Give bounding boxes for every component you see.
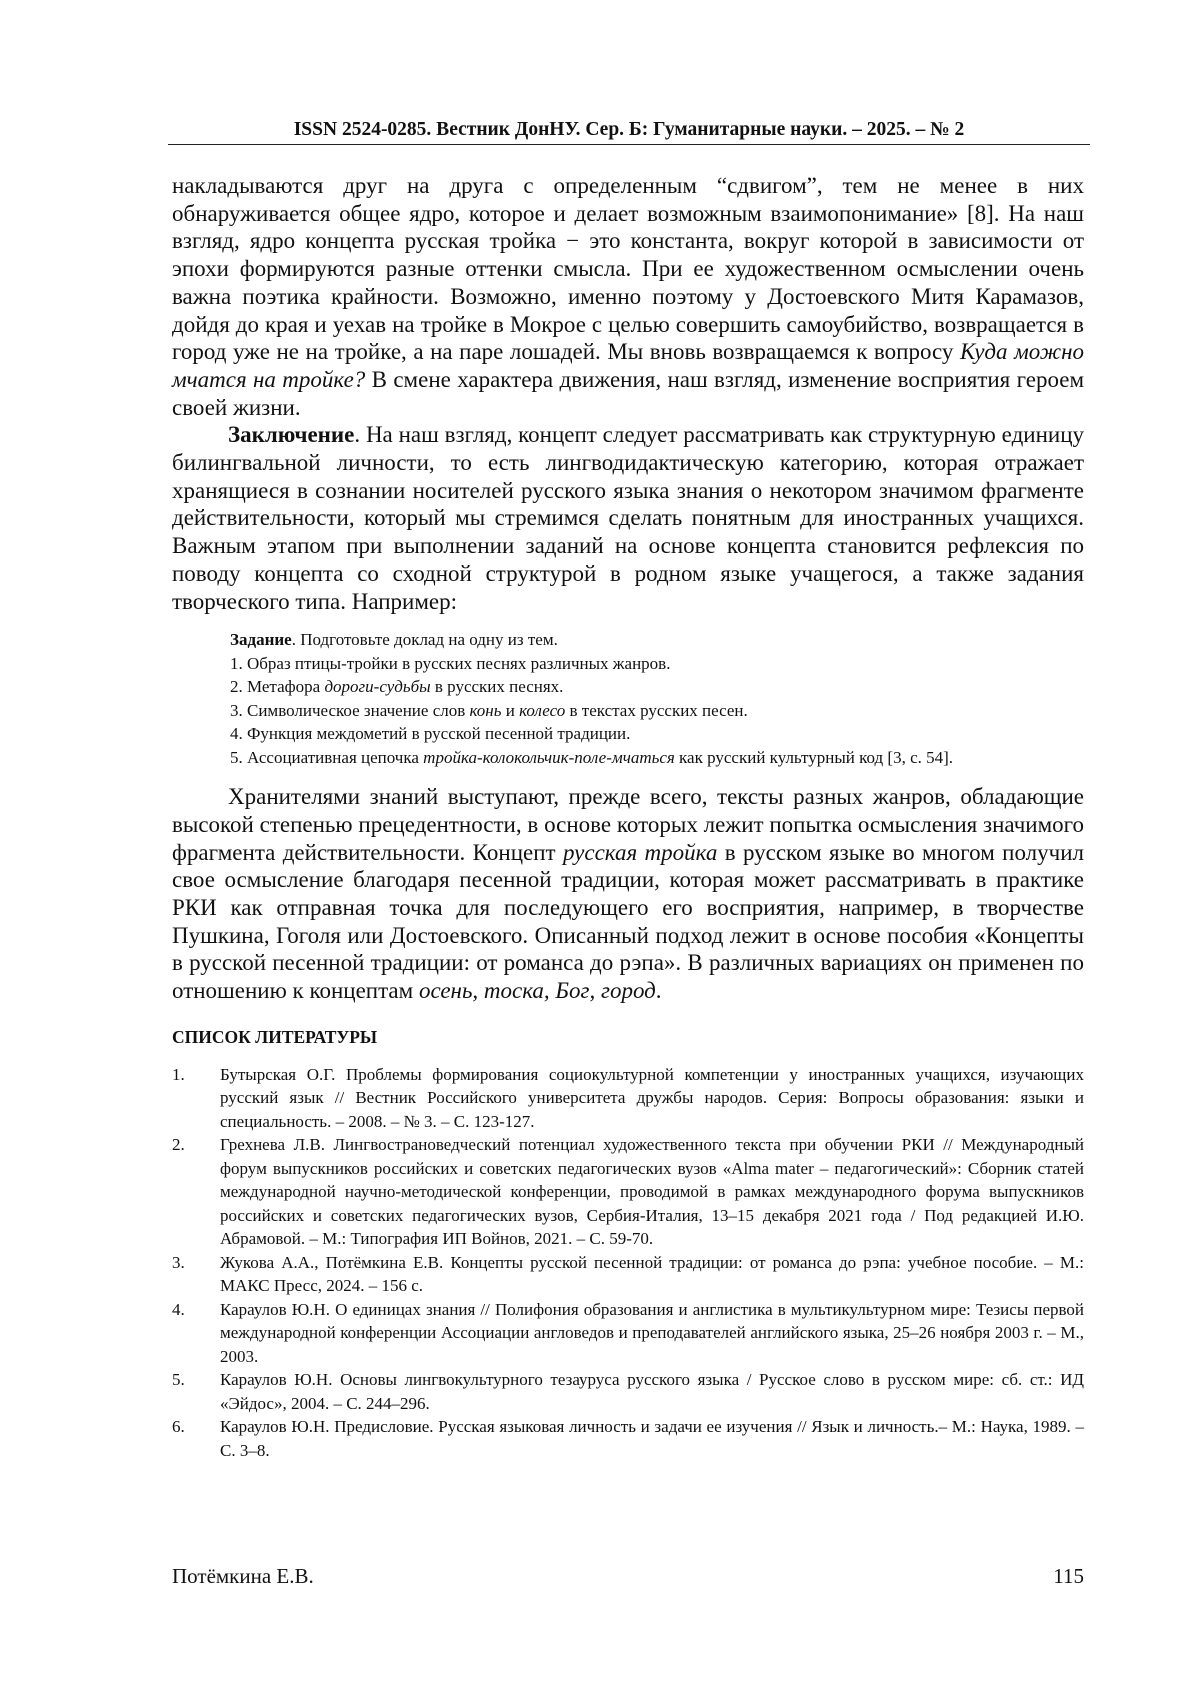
reference-number: 5. xyxy=(172,1370,185,1390)
reference-number: 1. xyxy=(172,1064,185,1084)
text-run: . На наш взгляд, концепт следует рассматривать как структурную единицу билингвальной личности, то есть лингводидактическую категорию, которая отражает хранящиеся в сознании носителей русского языка знания о некотором значимом фрагменте действительности, который мы стремимся сделать понятным для иностранных учащихся. Важным этапом при выполнении заданий на основе концепта становится рефлексия по поводу концепта со сходной структурой в родном языке учащегося, а также задания творческого типа. Например: xyxy=(172,422,1084,614)
reference-text: Бутырская О.Г. Проблемы формирования социокультурной компетенции у иностранных учащихся, изучающих русский язык // Вестник Российского университета дружбы народов. Серия: Вопросы образования: языки и специальность. – 2008. – № 3. – С. 123-127. xyxy=(220,1064,1084,1131)
footer-author: Потёмкина Е.В. xyxy=(172,1564,314,1588)
text-run: накладываются друг на друга с определенным “сдвигом”, тем не менее в них обнаруживается общее ядро, которое и делает возможным взаимопонимание» [8]. На наш взгляд, ядро концепта русская тройка − это константа, вокруг которой в зависимости от эпохи формируются разные оттенки смысла. При ее художественном осмыслении очень важна поэтика крайности. Возможно, именно поэтому у Достоевского Митя Карамазов, дойдя до края и уехав на тройке в Мокрое с целью совершить самоубийство, возвращается в город уже не на тройке, а на паре лошадей. Мы вновь возвращаемся к вопросу xyxy=(172,173,1084,365)
italic-run: тройка-колокольчик-поле-мчаться xyxy=(423,747,675,767)
reference-text: Жукова А.А., Потёмкина Е.В. Концепты русской песенной традиции: от романса до рэпа: учебное пособие. – М.: МАКС Пресс, 2024. – 156 с. xyxy=(220,1252,1084,1296)
text-run: 3. Символическое значение слов xyxy=(230,700,470,720)
header-rule xyxy=(168,144,1090,145)
page-footer xyxy=(172,1563,1084,1589)
reference-number: 6. xyxy=(172,1417,185,1437)
reference-item xyxy=(172,1251,1084,1298)
italic-run: дороги-судьбы xyxy=(324,677,431,697)
italic-run: колесо xyxy=(519,700,566,720)
reference-item xyxy=(172,1415,1084,1462)
text-run: в текстах русских песен. xyxy=(565,700,748,720)
reference-text: Караулов Ю.Н. Предисловие. Русская языковая личность и задачи ее изучения // Язык и личность.– М.: Наука, 1989. – С. 3–8. xyxy=(220,1417,1084,1460)
task-item xyxy=(230,675,1084,699)
reference-number: 2. xyxy=(172,1135,185,1155)
article-body xyxy=(172,172,1084,1462)
italic-run: конь xyxy=(469,700,502,720)
references-title: СПИСОК ЛИТЕРАТУРЫ xyxy=(172,1026,378,1047)
task-item: 1. Образ птицы-тройки в русских песнях различных жанров. xyxy=(230,653,671,673)
reference-text: Грехнева Л.В. Лингвострановедческий потенциал художественного текста при обучении РКИ // Международный форум выпускников российских и советских педагогических вузов «Alma mater – педагогический»: Сборник статей международной научно-методической конференции, проводимой в рамках международного форума выпускников российских и советских педагогических вузов, Сербия-Италия, 13–15 декабря 2021 года / Под редакцией И.Ю. Абрамовой. – М.: Типография ИП Войнов, 2021. – С. 59-70. xyxy=(220,1135,1084,1249)
task-item xyxy=(230,746,1084,770)
conclusion-heading: Заключение xyxy=(228,422,355,448)
reference-item xyxy=(172,1063,1084,1134)
text-run: в русских песнях. xyxy=(430,677,564,697)
italic-run: Куда можно мчатся на тройке? xyxy=(172,339,1084,392)
paragraph xyxy=(172,783,1084,1005)
reference-item xyxy=(172,1133,1084,1251)
reference-number: 4. xyxy=(172,1299,185,1319)
references-list xyxy=(172,1063,1084,1463)
task-item xyxy=(230,699,1084,723)
reference-item xyxy=(172,1298,1084,1369)
page-number: 115 xyxy=(1053,1564,1084,1588)
reference-text: Караулов Ю.Н. О единицах знания // Полифония образования и англистика в мультикультурном мире: Тезисы первой международной конференции Ассоциации англоведов и преподавателей английского языка, 25–26 ноября 2003 г. – М., 2003. xyxy=(220,1299,1084,1366)
task-item: 4. Функция междометий в русской песенной традиции. xyxy=(230,724,631,744)
text-run: 5. Ассоциативная цепочка xyxy=(230,747,424,767)
text-run: . Подготовьте доклад на одну из тем. xyxy=(291,630,558,650)
text-run: как русский культурный код [3, с. 54]. xyxy=(674,747,954,767)
text-run: Хранителями знаний выступают, прежде всего, тексты разных жанров, обладающие высокой степенью прецедентности, в основе которых лежит попытка осмысления значимого фрагмента действительности. Концепт xyxy=(172,784,1084,865)
text-run: В смене характера движения, наш взгляд, изменение восприятия героем своей жизни. xyxy=(172,366,1084,420)
text-run: . xyxy=(655,978,662,1004)
task-title xyxy=(230,628,1084,652)
text-run: и xyxy=(501,700,520,720)
paragraph xyxy=(172,172,1084,421)
running-header: ISSN 2524-0285. Вестник ДонНУ. Сер. Б: Гуманитарные науки. – 2025. – № 2 xyxy=(293,119,965,140)
conclusion-paragraph xyxy=(172,421,1084,615)
reference-text: Караулов Ю.Н. Основы лингвокультурного тезауруса русского языка / Русское слово в русском мире: сб. ст.: ИД «Эйдос», 2004. – С. 244–296. xyxy=(220,1370,1084,1413)
task-block xyxy=(230,628,1084,769)
task-label: Задание xyxy=(230,630,292,650)
italic-run: осень, тоска, Бог, город xyxy=(418,978,656,1004)
reference-number: 3. xyxy=(172,1252,185,1272)
text-run: 2. Метафора xyxy=(230,677,325,697)
reference-item xyxy=(172,1368,1084,1415)
italic-run: русская тройка xyxy=(562,839,718,865)
text-run: в русском языке во многом получил свое осмысление благодаря песенной традиции, которая может рассматривать в практике РКИ как отправная точка для последующего его восприятия, например, в творчестве Пушкина, Гоголя или Достоевского. Описанный подход лежит в основе пособия «Концепты в русской песенной традиции: от романса до рэпа». В различных вариациях он применен по отношению к концептам xyxy=(172,839,1085,1004)
